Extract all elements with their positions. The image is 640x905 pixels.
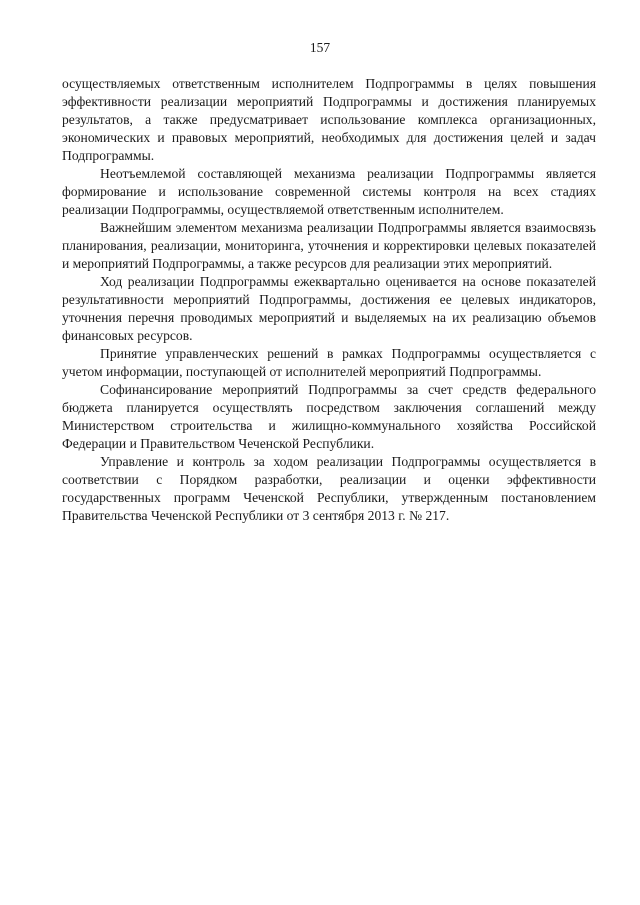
paragraph-management-decisions: Принятие управленческих решений в рамках Подпрограммы осуществляется с учетом информации, поступающей от исполнителей мероприятий Подпрограммы. (62, 346, 596, 379)
document-body (62, 75, 596, 525)
paragraph-cofinancing: Софинансирование мероприятий Подпрограммы за счет средств федерального бюджета планируется осуществлять посредством заключения соглашений между Министерством строительства и жилищно-коммунального хозяйства Российской Федерации и Правительством Чеченской Республики. (62, 382, 596, 451)
paragraph-control-system: Неотъемлемой составляющей механизма реализации Подпрограммы является формирование и использование современной системы контроля на всех стадиях реализации Подпрограммы, осуществляемой ответственным исполнителем. (62, 166, 596, 217)
paragraph-continuation: осуществляемых ответственным исполнителем Подпрограммы в целях повышения эффективности реализации мероприятий Подпрограммы и достижения планируемых результатов, а также предусматривает использование комплекса организационных, экономических и правовых мероприятий, необходимых для достижения целей и задач Подпрограммы. (62, 76, 596, 163)
paragraph-management-control: Управление и контроль за ходом реализации Подпрограммы осуществляется в соответствии с Порядком разработки, реализации и оценки эффективности государственных программ Чеченской Республики, утвержденным постановлением Правительства Чеченской Республики от 3 сентября 2013 г. № 217. (62, 454, 596, 523)
paragraph-quarterly-assessment: Ход реализации Подпрограммы ежеквартально оценивается на основе показателей результативности мероприятий Подпрограммы, достижения ее целевых индикаторов, уточнения перечня проводимых мероприятий и выделяемых на их реализацию объемов финансовых ресурсов. (62, 274, 596, 343)
page-number: 157 (309, 40, 331, 55)
paragraph-mechanism-element: Важнейшим элементом механизма реализации Подпрограммы является взаимосвязь планирования, реализации, мониторинга, уточнения и корректировки целевых показателей и мероприятий Подпрограммы, а также ресурсов для реализации этих мероприятий. (62, 220, 596, 271)
